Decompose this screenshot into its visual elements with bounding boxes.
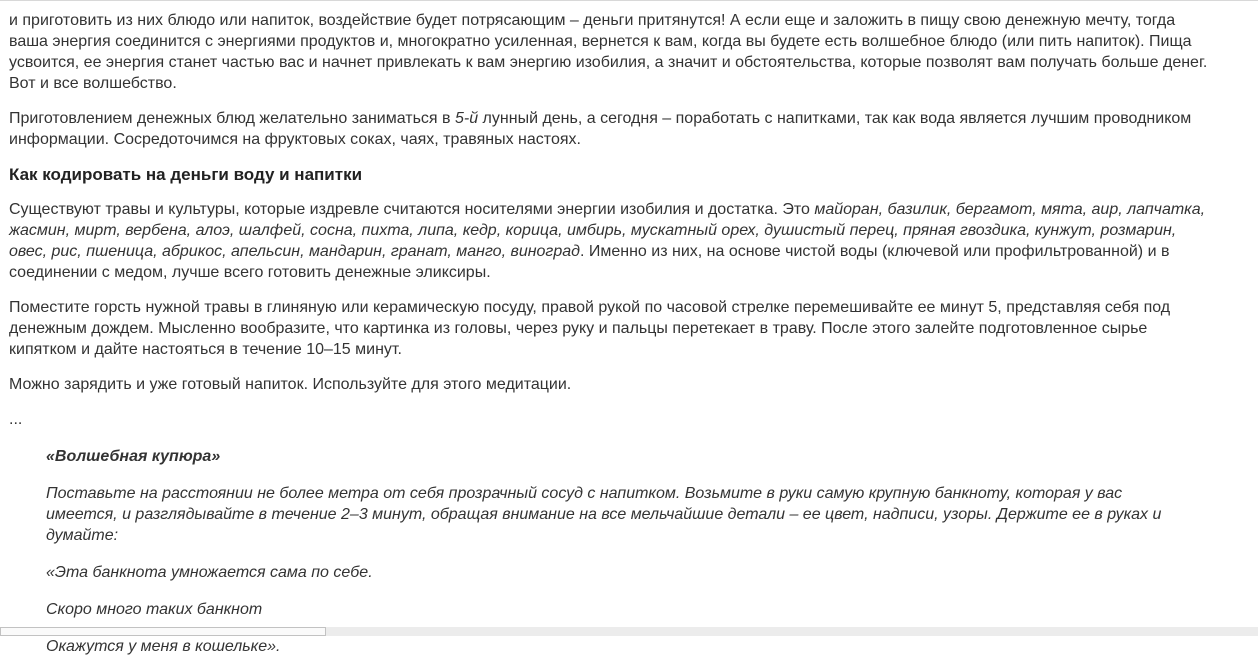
paragraph-lunar-day <box>9 108 1210 150</box>
quote-line: Окажутся у меня в кошельке». <box>46 638 281 655</box>
paragraph-intro: и приготовить из них блюдо или напиток, воздействие будет потрясающим – деньги притянутся! А если еще и заложить в пищу свою денежную мечту, тогда ваша энергия соединится с энергиями продуктов и, многократно усиленная, вернется к вам, когда вы будете есть волшебное блюдо (или пить напиток). Пища усвоится, ее энергия станет частью вас и начнет привлекать к вам энергию изобилия, а значит и обстоятельства, которые позволят вам получать больше денег. Вот и все волшебство. <box>9 12 1208 92</box>
horizontal-scrollbar-thumb[interactable] <box>0 627 326 636</box>
quote-paragraph: Поставьте на расстоянии не более метра от себя прозрачный сосуд с напитком. Возьмите в руки самую крупную банкноту, которая у вас имеется, и разглядывайте в течение 2–3 минут, обращая внимание на все мельчайшие детали – ее цвет, надписи, узоры. Держите ее в руках и думайте: <box>46 485 1162 544</box>
quote-title: «Волшебная купюра» <box>46 448 221 465</box>
text-run-italic: 5-й <box>454 110 479 127</box>
text-run-italic: майоран, базилик, бергамот, мята, аир, лапчатка, жасмин, мирт, вербена, алоэ, шалфей, сосна, пихта, липа, кедр, корица, имбирь, мускатный орех, душистый перец, пряная гвоздика, кунжут, розмарин, овес, рис, пшеница, абрикос, апельсин, мандарин, гранат, манго, виноград <box>9 201 1206 260</box>
paragraph-ellipsis: ... <box>9 411 23 428</box>
text-run: Существуют травы и культуры, которые издревле считаются носителями энергии изобилия и достатка. Это <box>9 201 815 218</box>
paragraph-brewing-instructions: Поместите горсть нужной травы в глиняную или керамическую посуду, правой рукой по часовой стрелке перемешивайте ее минут 5, представляя себя под денежным дождем. Мысленно вообразите, что картинка из головы, через руку и пальцы перетекает в траву. После этого залейте подготовленное сырье кипятком и дайте настояться в течение 10–15 минут. <box>9 299 1171 358</box>
quote-line: Скоро много таких банкнот <box>46 601 263 618</box>
article-content <box>0 1 1232 657</box>
text-run: лунный день, а сегодня – поработать с напитками, так как вода является лучшим проводником информации. Сосредоточимся на фруктовых соках, чаях, травяных настоях. <box>9 110 1192 148</box>
section-heading: Как кодировать на деньги воду и напитки <box>9 165 363 184</box>
paragraph-herbs-list <box>9 199 1210 283</box>
text-run: Приготовлением денежных блюд желательно заниматься в <box>9 110 455 127</box>
horizontal-scrollbar[interactable] <box>0 627 1258 636</box>
quote-line: «Эта банкнота умножается сама по себе. <box>46 564 373 581</box>
paragraph-ready-drink: Можно зарядить и уже готовый напиток. Используйте для этого медитации. <box>9 376 572 393</box>
ritual-quote-block <box>46 446 1170 657</box>
text-run: . Именно из них, на основе чистой воды (ключевой или профильтрованной) и в соединении с медом, лучше всего готовить денежные эликсиры. <box>9 243 1170 281</box>
